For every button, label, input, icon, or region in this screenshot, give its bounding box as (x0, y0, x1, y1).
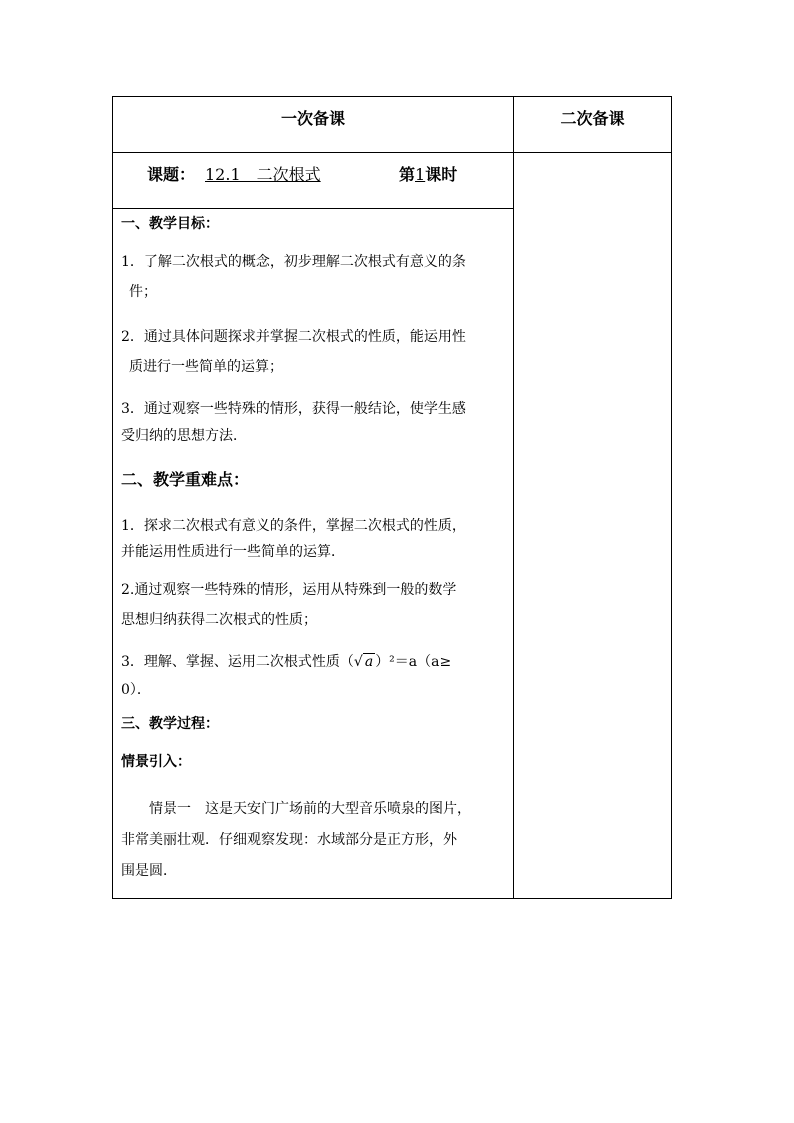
second-prep-header: 二次备课 (560, 109, 625, 128)
topic-label: 课题： (147, 165, 196, 184)
topic-value: 12.1 二次根式 (205, 165, 321, 184)
period-suffix: 课时 (425, 165, 458, 184)
key-points-heading: 二、教学重难点： (121, 470, 250, 489)
lesson-plan-table (112, 96, 672, 899)
scenario-line-1: 情景一 这是天安门广场前的大型音乐喷泉的图片， (149, 801, 471, 817)
scenario-intro-heading: 情景引入： (121, 754, 191, 770)
key-point-3-line-2: 0）． (121, 682, 151, 698)
sqrt-symbol: √ (353, 654, 363, 670)
objective-3-line-2: 受归纳的思想方法． (121, 428, 247, 444)
scenario-line-3: 围是圆． (121, 863, 177, 879)
objectives-heading: 一、教学目标： (121, 216, 219, 232)
first-prep-header: 一次备课 (280, 109, 345, 128)
objective-3-line-1: 3．通过观察一些特殊的情形，获得一般结论，使学生感 (121, 401, 466, 417)
key-point-2-line-1: 2.通过观察一些特殊的情形，运用从特殊到一般的数学 (121, 582, 457, 598)
objective-2-line-2: 质进行一些简单的运算； (129, 359, 283, 375)
scenario-line-2: 非常美丽壮观．仔细观察发现：水域部分是正方形，外 (121, 832, 457, 848)
period-number: 1 (415, 165, 426, 184)
key-point-1-line-1: 1．探求二次根式有意义的条件，掌握二次根式的性质， (121, 518, 466, 534)
objective-1-line-2: 件； (129, 284, 157, 300)
lesson-title-row (113, 153, 513, 208)
process-heading: 三、教学过程： (121, 716, 219, 732)
key-point-3-prefix: 3．理解、掌握、运用二次根式性质（ (121, 654, 354, 670)
key-point-3-line-1 (121, 647, 509, 677)
period-prefix: 第 (399, 165, 416, 184)
key-point-1-line-2: 并能运用性质进行一些简单的运算． (121, 544, 345, 560)
key-point-2-line-2: 思想归纳获得二次根式的性质； (121, 612, 317, 628)
objective-1-line-1: 1．了解二次根式的概念，初步理解二次根式有意义的条 (121, 254, 466, 270)
radicand: a (364, 654, 374, 670)
key-point-3-formula: ）²＝a（a≥ (375, 654, 452, 670)
column-divider (513, 97, 514, 898)
objective-2-line-1: 2．通过具体问题探求并掌握二次根式的性质，能运用性 (121, 329, 466, 345)
period (399, 153, 457, 197)
